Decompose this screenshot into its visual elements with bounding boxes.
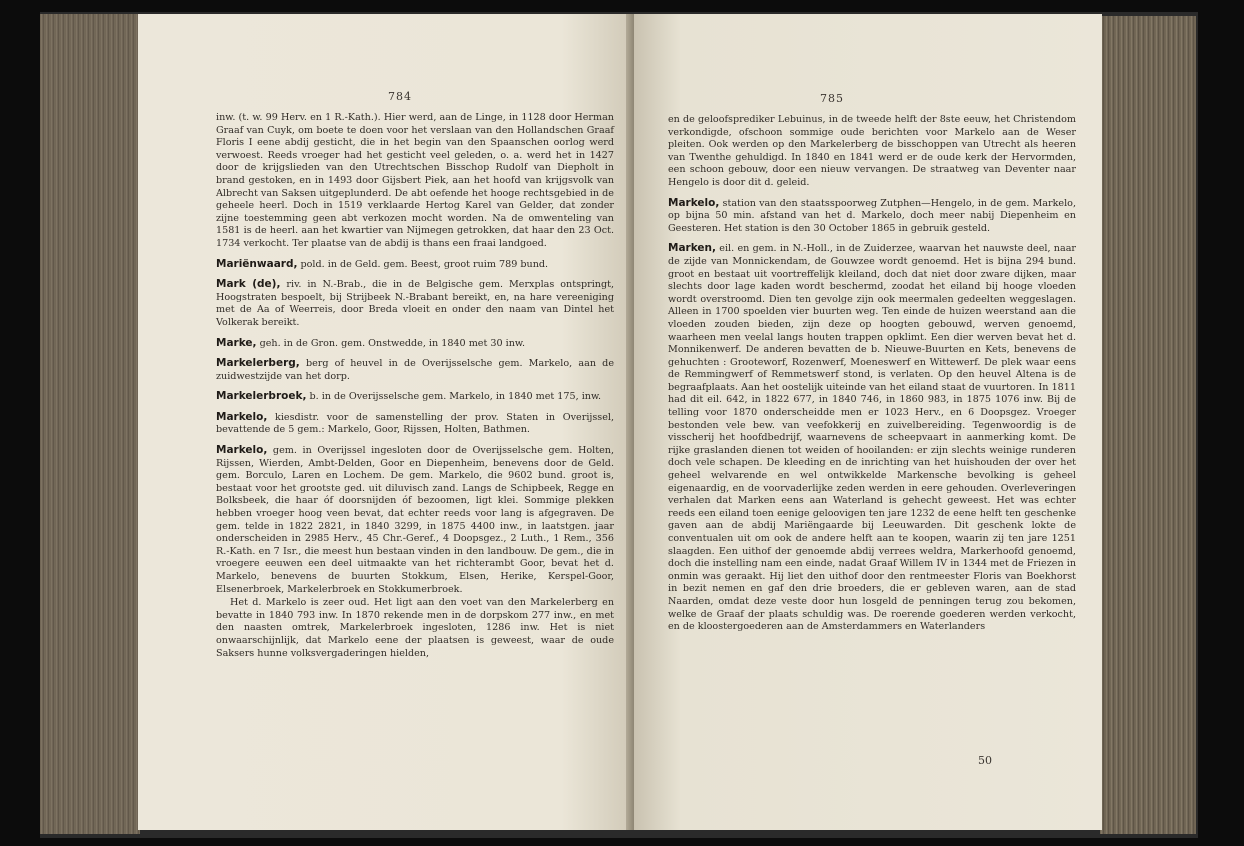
entry [216,390,614,404]
left-page [138,14,636,830]
headword: Markelo, [216,444,268,457]
paragraph-body: Het d. Markelo is zeer oud. Het ligt aan den voet van den Markelerberg en bevatte in 1840 793 inw. In 1870 rekende men in de dorpskom 277 inw., en met den naasten omtrek, Markelerbroek ingesloten, 1286 inw. Het is niet onwaarschijnlijk, dat Markelo eene der plaatsen is geweest, waar de oude Saksers hunne volksvergaderingen hielden, [216,597,614,659]
headword: Markelerbroek, [216,390,307,403]
entry-body: pold. in de Geld. gem. Beest, groot ruim 789 bund. [297,258,549,270]
entry [216,278,614,329]
entry [216,444,614,596]
headword: Marken, [668,242,716,255]
headword: Marke, [216,336,257,349]
paragraph-body: en de geloofsprediker Lebuinus, in de tweede helft der 8ste eeuw, het Christendom verkondigde, ofschoon sommige oude berichten voor Markelo aan de Weser pleiten. Ook werden op den Markelerberg de bisschoppen van Utrecht als heeren van Twenthe gehuldigd. In 1840 en 1841 werd er de oude kerk der Hervormden, een schoon gebouw, door een nieuw vervangen. De straatweg van Deventer naar Hengelo is door dit d. geleid. [668,114,1076,188]
headword: Markelo, [668,196,720,209]
left-page-text [216,111,614,660]
entry [216,411,614,437]
entry [668,242,1076,633]
entry-body: eil. en gem. in N.-Holl., in de Zuiderzee, waarvan het nauwste deel, naar de zijde van Monnickendam, de Gouwzee wordt genoemd. Het is bijna 294 bund. groot en bestaat uit voortreffelijk kleiland, doch dat niet door zware dijken, maar slechts door lage kaden wordt beschermd, zoodat het eiland bij hooge vloeden wordt overstroomd. Dien ten gevolge zijn ook meermalen gedeelten weggeslagen. Alleen in 1700 spoelden vier buurten weg. Ten einde de huizen weerstand aan die vloeden zouden bieden, zijn deze op hoogten gebouwd, werven genoemd, waarheen men veelal langs houten trappen opklimt. Een dier werven bevat het d. Monnikenwerf. De anderen bevatten de b. Nieuwe-Buurten en Kets, benevens de gehuchten : Grooteworf, Rozenwerf, Moeneswerf en Wittewerf. De plek waar eens de Remmingwerf of Remmetswerf stond, is verlaten. Op den heuvel Altena is de begraafplaats. Aan het oostelijk uiteinde van het eiland staat de vuurtoren. In 1811 had dit eil. 642, in 1822 677, in 1840 746, in 1860 983, in 1875 1076 inw. Bij de telling voor 1870 onderscheidde men er 1023 Herv., en 6 Doopsgez. Vroeger bestonden vele bew. van veefokkerij en zuivelbereiding. Tegenwoordig is de visscherij het hoofdbedrijf, waarnevens de scheepvaart in aanmerking komt. De rijke graslanden dienen tot weiden of hooilanden: er zijn slechts weinige runderen doch vele schapen. De kleeding en de inrichting van het huishouden der over het geheel welvarende en wel ontwikkelde Markensche bevolking is geheel eigenaardig, en de voorvaderlijke zeden werden in eere gehouden. Overleveringen verhalen dat Marken eens aan Waterland is gehecht geweest. Het was echter reeds een eiland toen eenige geloovigen ten jare 1232 de eene helft ten geschenke gaven aan de abdij Mariëngaarde bij Leeuwarden. Dit geschenk lokte de conventualen uit om ook de andere helft aan te koopen, waarin zij ten jare 1251 slaagden. Een uithof der genoemde abdij verrees weldra, Markerhoofd genoemd, doch die instelling nam een einde, nadat Graaf Willem IV in 1344 met de Friezen in onmin was geraakt. Hij liet den uithof door den rentmeester Floris van Boekhorst in bezit nemen en gaf den drie broeders, die er gebleven waren, aan de stad Naarden, omdat deze veste door hun losgeld de penningen terug zou bekomen, welke de Graaf der plaats schuldig was. De roerende goederen werden verkocht, en de kloostergoederen aan de Amsterdammers en Waterlanders [668,243,1076,633]
paragraph [216,596,614,660]
entry [216,258,614,272]
entry-body: gem. in Overijssel ingesloten door de Overijsselsche gem. Holten, Rijssen, Wierden, Ambt-Delden, Goor en Diepenheim, benevens door de Geld. gem. Borculo, Laren en Lochem. De gem. Markelo, die 9602 bund. groot is, bestaat voor het grootste ged. uit diluvisch zand. Langs de Schipbeek, Regge en Bolksbeek, die haar óf doorsnijden óf bezoomen, ligt klei. Sommige plekken hebben vroeger hoog veen bevat, dat echter reeds voor lang is afgegraven. De gem. telde in 1822 2821, in 1840 3299, in 1875 4400 inw., in laatstgen. jaar onderscheiden in 2985 Herv., 45 Chr.-Geref., 4 Doopsgez., 2 Luth., 1 Rem., 356 R.-Kath. en 7 Isr., die meest hun bestaan vinden in den landbouw. De gem., die in vroegere eeuwen een deel uitmaakte van het richterambt Goor, bevat het d. Markelo, benevens de buurten Stokkum, Elsen, Herike, Kerspel-Goor, Elsenerbroek, Markelerbroek en Stokkumerbroek. [216,445,614,595]
left-page-number: 784 [388,90,412,103]
headword: Mark (de), [216,278,281,291]
paragraph [216,111,614,251]
paragraph-body: inw. (t. w. 99 Herv. en 1 R.-Kath.). Hier werd, aan de Linge, in 1128 door Herman Graaf van Cuyk, om boete te doen voor het verslaan van den Hollandschen Graaf Floris I eene abdij gesticht, die in het begin van den Spaanschen oorlog werd verwoest. Reeds vroeger had het gesticht veel geleden, o. a. werd het in 1427 door de krijgslieden van den Utrechtschen Bisschop Rudolf van Diepholt in brand gestoken, en in 1493 door Gijsbert Piek, aan het hoofd van krijgsvolk van Albrecht van Saksen uitgeplunderd. De abt oefende het hooge rechtsgebied in de geheele heerl. Doch in 1519 verklaarde Hertog Karel van Gelder, dat zonder zijne toestemming geen abt verkozen mocht worden. Na de omwenteling van 1581 is de heerl. aan het kwartier van Nijmegen getrokken, dat haar den 23 Oct. 1734 verkocht. Ter plaatse van de abdij is thans een fraai landgoed. [216,112,614,249]
page-edges-right [1100,16,1196,834]
right-page [634,14,1102,830]
paragraph [668,113,1076,190]
sheet-number: 50 [978,754,992,767]
page-edges-left [40,14,140,834]
headword: Mariënwaard, [216,257,298,270]
entry-body: station van den staatsspoorweg Zutphen—Hengelo, in de gem. Markelo, op bijna 50 min. afstand van het d. Markelo, doch meer nabij Diepenheim en Geesteren. Het station is den 30 October 1865 in gebruik gesteld. [668,197,1076,234]
entry [668,197,1076,236]
entry-body: b. in de Overijsselsche gem. Markelo, in 1840 met 175, inw. [306,391,602,403]
entry-body: riv. in N.-Brab., die in de Belgische gem. Merxplas ontspringt, Hoogstraten bespoelt, bij Strijbeek N.-Brabant bereikt, en, na hare vereeniging met de Aa of Weerreis, door Breda vloeit en onder den naam van Dintel het Volkerak bereikt. [216,279,615,328]
entry-body: kiesdistr. voor de samenstelling der prov. Staten in Overijssel, bevattende de 5 gem.: Markelo, Goor, Rijssen, Holten, Bathmen. [216,411,614,436]
entry-body: berg of heuvel in de Overijsselsche gem. Markelo, aan de zuidwestzijde van het dorp. [216,358,614,382]
entry [216,337,614,351]
headword: Markelerberg, [216,357,300,370]
right-page-text [668,113,1076,634]
right-page-number: 785 [820,92,844,105]
entry-body: geh. in de Gron. gem. Onstwedde, in 1840 met 30 inw. [256,337,526,349]
entry [216,357,614,383]
headword: Markelo, [216,410,268,423]
